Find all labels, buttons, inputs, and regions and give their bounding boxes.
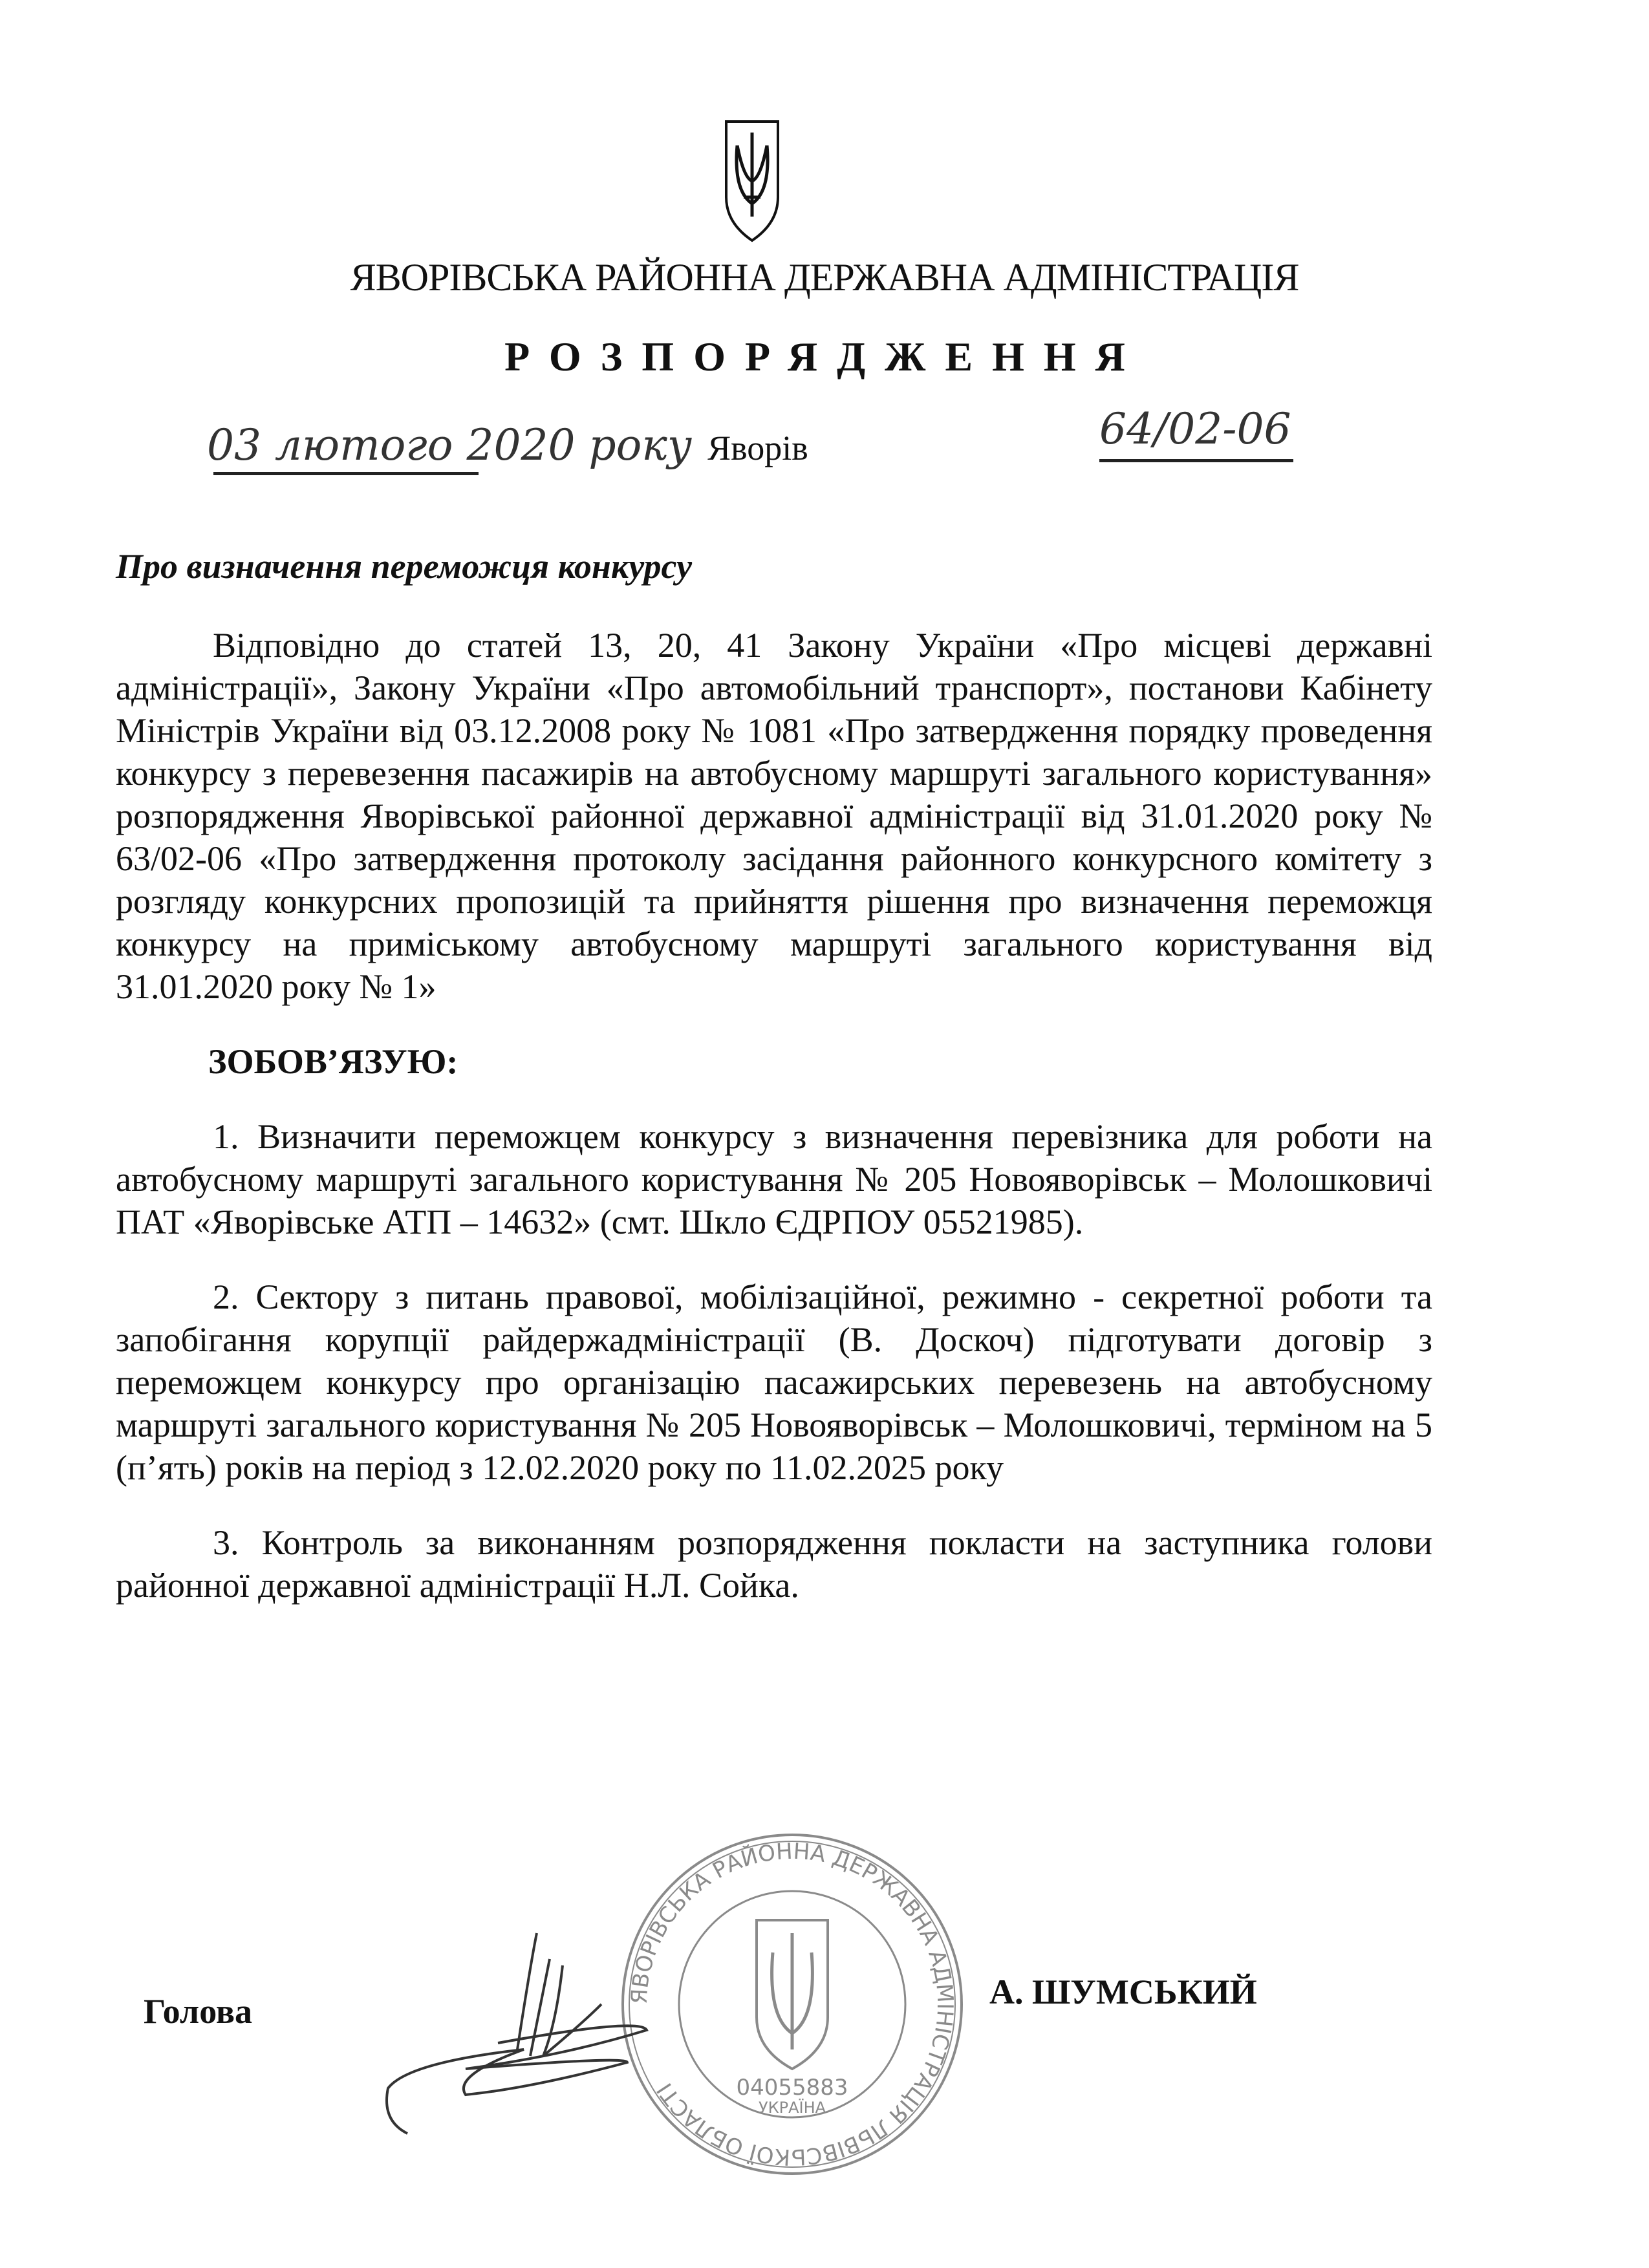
preamble: Відповідно до статей 13, 20, 41 Закону України «Про місцеві державні адміністрації», Закону України «Про автомобільний транспорт», постанови Кабінету Міністрів України від 03.12.2008 року № 1081 «Про затвердження порядку проведення конкурсу з перевезення пасажирів на автобусному маршруті загального користування» розпорядження Яворівської районної державної адміністрації від 31.01.2020 року № 63/02-06 «Про затвердження протоколу засідання районного конкурсного комітету з розгляду конкурсних пропозицій та прийняття рішення про визначення переможця конкурсу на приміському автобусному маршруті загального користування від 31.01.2020 року № 1» (116, 626, 1432, 1006)
handwritten-date-wrap (207, 420, 692, 470)
stamp-country: УКРАЇНА (758, 2099, 826, 2117)
stamp-ring-text: ЯВОРІВСЬКА РАЙОННА ДЕРЖАВНА АДМІНІСТРАЦІЯ ЛЬВІВСЬКОЇ ОБЛАСТІ (626, 1838, 958, 2170)
subject: Про визначення переможця конкурсу (116, 547, 693, 586)
document-body (116, 624, 1432, 1639)
item-3: 3. Контроль за виконанням розпорядження покласти на заступника голови районної державної адміністрації Н.Л. Сойка. (116, 1523, 1432, 1605)
number-underline (1099, 459, 1293, 462)
trident-emblem-icon (724, 120, 780, 242)
stamp-code: 04055883 (736, 2075, 848, 2101)
obligation-heading: ЗОБОВ’ЯЗУЮ: (208, 1042, 458, 1081)
organization-title: ЯВОРІВСЬКА РАЙОННА ДЕРЖАВНА АДМІНІСТРАЦІЯ (350, 256, 1299, 299)
handwritten-number: 64/02-06 (1099, 404, 1291, 454)
item-1: 1. Визначити переможцем конкурсу з визначення перевізника для роботи на автобусному маршруті загального користування № 205 Новояворівськ – Молошковичі ПАТ «Яворівське АТП – 14632» (смт. Шкло ЄДРПОУ 05521985). (116, 1117, 1432, 1241)
signatory-name: А. ШУМСЬКИЙ (989, 1973, 1257, 2011)
handwritten-signature (369, 1927, 731, 2140)
document-type: РОЗПОРЯДЖЕННЯ (504, 334, 1145, 380)
date-underline (213, 472, 479, 475)
handwritten-date: 03 лютого 2020 року (207, 420, 693, 470)
city: Яворів (707, 429, 808, 467)
date-line (207, 420, 808, 470)
item-2: 2. Сектору з питань правової, мобілізаційної, режимно - секретної роботи та запобігання корупції райдержадміністрації (В. Доскоч) підготувати договір з переможцем конкурсу про організацію пасажирських перевезень на автобусному маршруті загального користування № 205 Новояворівськ – Молошковичі, терміном на 5 (п’ять) років на період з 12.02.2020 року по 11.02.2025 року (116, 1278, 1432, 1487)
signatory-position: Голова (144, 1992, 253, 2031)
